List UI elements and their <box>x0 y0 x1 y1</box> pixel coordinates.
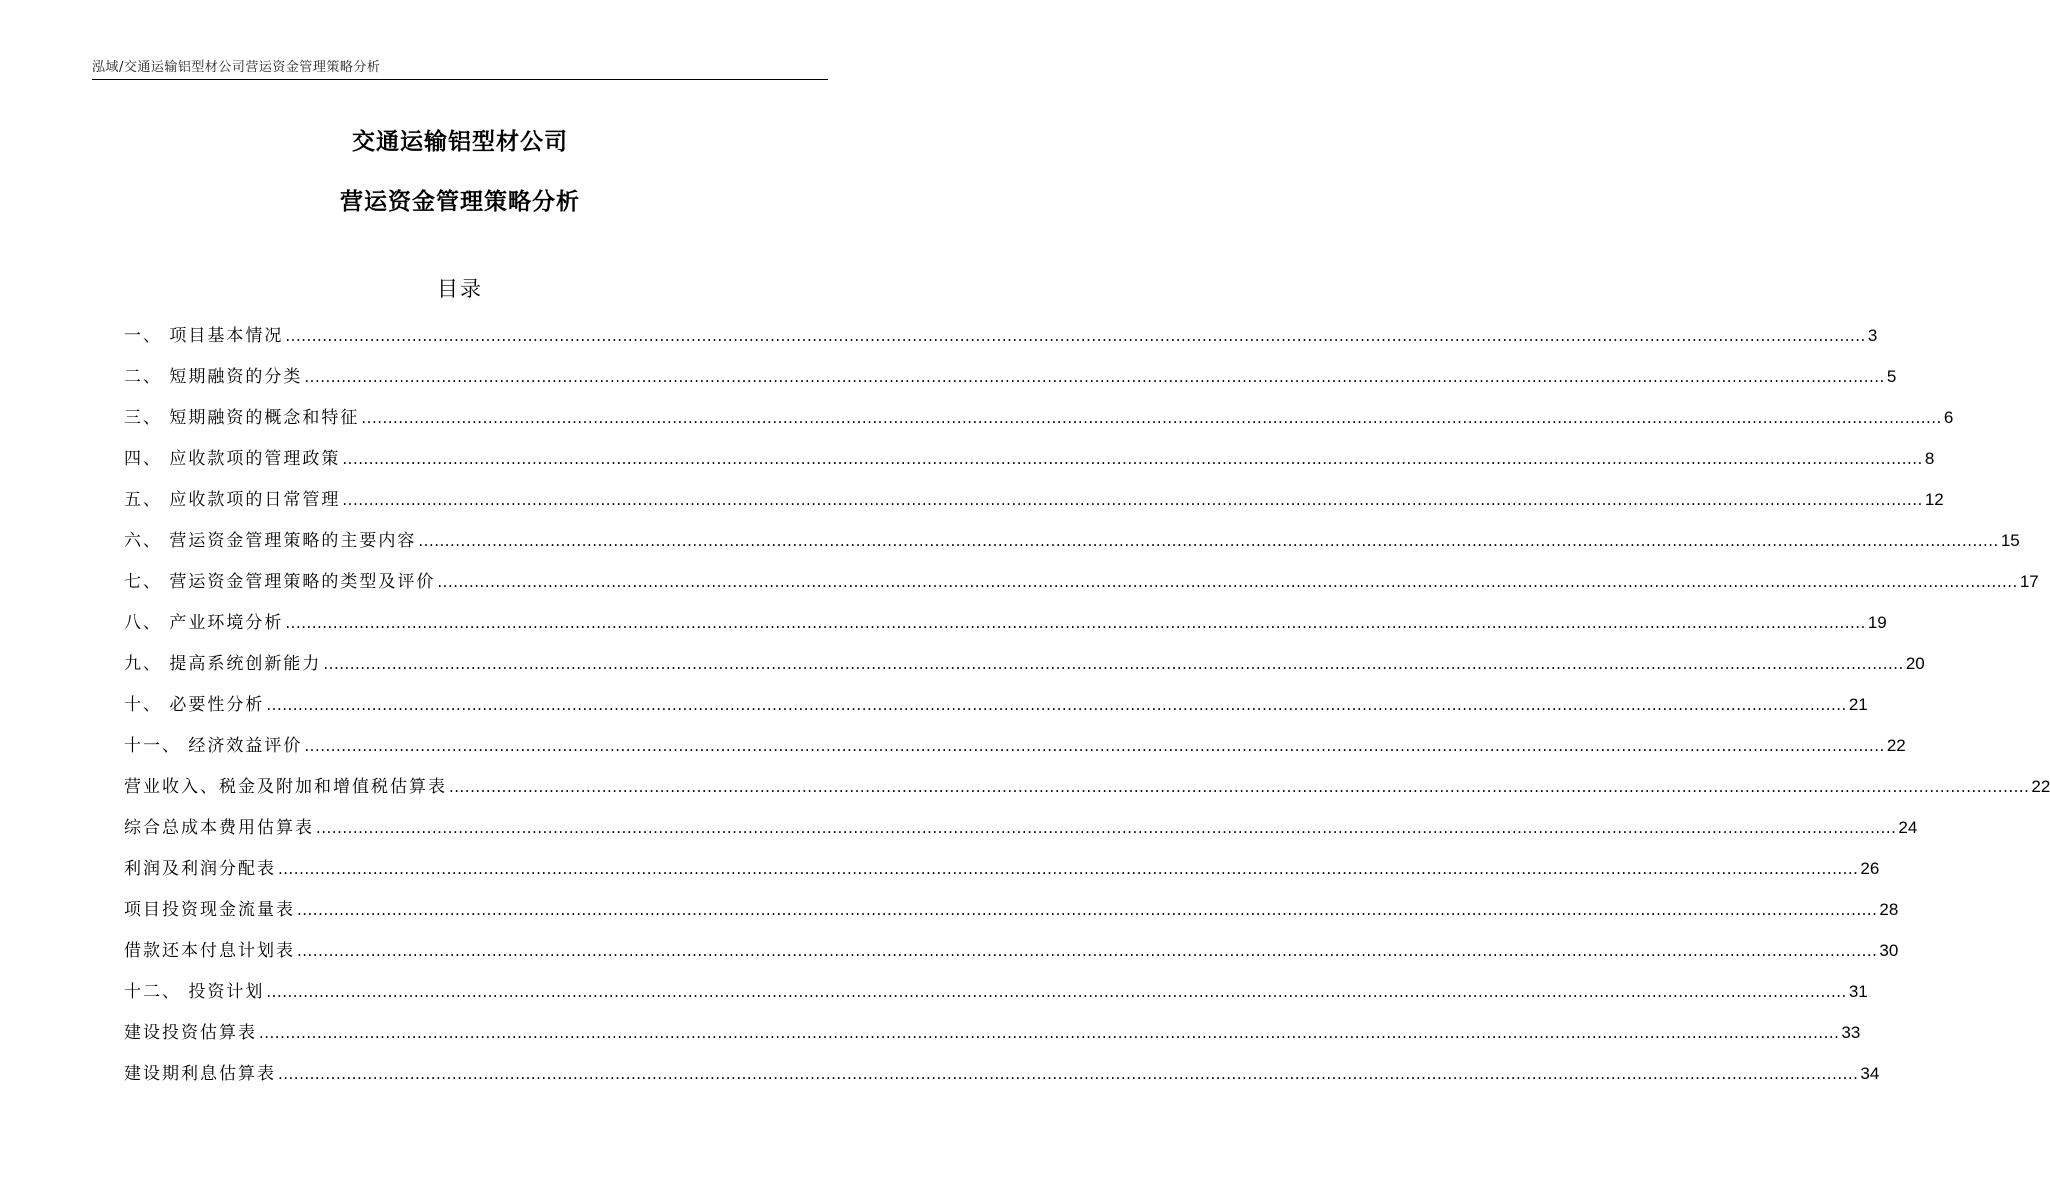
toc-entry-label: 利润及利润分配表 <box>124 859 276 879</box>
toc-entry-page: 20 <box>1905 654 1925 673</box>
toc-entry-page: 30 <box>1879 941 1899 960</box>
toc-entry[interactable] <box>124 854 1880 895</box>
toc-entry[interactable] <box>124 731 1906 772</box>
toc-entry-page: 15 <box>2000 531 2020 550</box>
toc-leader-dots: ............................................................................................................................................................................................................................................................................................................ <box>266 983 1847 1001</box>
toc-leader-dots: ............................................................................................................................................................................................................................................................................................................ <box>304 368 1885 386</box>
toc-entry-label: 四、 应收款项的管理政策 <box>124 449 341 469</box>
toc-leader-dots: ............................................................................................................................................................................................................................................................................................................ <box>361 409 1942 427</box>
toc-entry-label: 项目投资现金流量表 <box>124 900 295 920</box>
toc-entry-label: 二、 短期融资的分类 <box>124 367 303 387</box>
toc-entry-label: 一、 项目基本情况 <box>124 326 284 346</box>
toc-entry-label: 十二、 投资计划 <box>124 982 265 1002</box>
toc-leader-dots: ............................................................................................................................................................................................................................................................................................................ <box>278 1065 1859 1083</box>
toc-entry[interactable] <box>124 444 1935 485</box>
toc-entry[interactable] <box>124 485 1944 526</box>
toc-heading: 目录 <box>437 277 483 301</box>
toc-entry-page: 21 <box>1848 695 1868 714</box>
toc-leader-dots: ............................................................................................................................................................................................................................................................................................................ <box>323 655 1904 673</box>
toc-entry-label: 借款还本付息计划表 <box>124 941 295 961</box>
toc-entry[interactable] <box>124 690 1868 731</box>
toc-leader-dots: ............................................................................................................................................................................................................................................................................................................ <box>304 737 1885 755</box>
toc-entry[interactable] <box>124 936 1899 977</box>
toc-entry-page: 3 <box>1867 326 1878 345</box>
toc-entry[interactable] <box>124 567 2039 608</box>
toc-entry-page: 12 <box>1924 490 1944 509</box>
toc-entry[interactable] <box>124 649 1925 690</box>
toc-entry-label: 综合总成本费用估算表 <box>124 818 314 838</box>
toc-entry-page: 22 <box>2031 777 2050 796</box>
toc-leader-dots: ............................................................................................................................................................................................................................................................................................................ <box>418 532 1999 550</box>
table-of-contents <box>124 321 2050 1100</box>
toc-entry-label: 三、 短期融资的概念和特征 <box>124 408 360 428</box>
toc-entry-label: 建设期利息估算表 <box>124 1064 276 1084</box>
toc-leader-dots: ............................................................................................................................................................................................................................................................................................................ <box>285 327 1866 345</box>
toc-entry[interactable] <box>124 813 1918 854</box>
toc-leader-dots: ............................................................................................................................................................................................................................................................................................................ <box>342 491 1923 509</box>
toc-entry-label: 五、 应收款项的日常管理 <box>124 490 341 510</box>
toc-entry-page: 26 <box>1860 859 1880 878</box>
toc-entry-page: 17 <box>2019 572 2039 591</box>
toc-entry-label: 六、 营运资金管理策略的主要内容 <box>124 531 417 551</box>
toc-leader-dots: ............................................................................................................................................................................................................................................................................................................ <box>285 614 1866 632</box>
toc-leader-dots: ............................................................................................................................................................................................................................................................................................................ <box>297 942 1878 960</box>
toc-entry[interactable] <box>124 895 1899 936</box>
toc-entry[interactable] <box>124 362 1897 403</box>
document-title-line-2: 营运资金管理策略分析 <box>340 189 580 215</box>
toc-entry-label: 八、 产业环境分析 <box>124 613 284 633</box>
toc-entry[interactable] <box>124 403 1954 444</box>
toc-leader-dots: ............................................................................................................................................................................................................................................................................................................ <box>297 901 1878 919</box>
toc-entry-page: 34 <box>1860 1064 1880 1083</box>
toc-leader-dots: ............................................................................................................................................................................................................................................................................................................ <box>437 573 2018 591</box>
toc-leader-dots: ............................................................................................................................................................................................................................................................................................................ <box>266 696 1847 714</box>
toc-entry-page: 24 <box>1898 818 1918 837</box>
toc-entry[interactable] <box>124 1018 1861 1059</box>
toc-leader-dots: ............................................................................................................................................................................................................................................................................................................ <box>342 450 1923 468</box>
running-header: 泓域/交通运输铝型材公司营运资金管理策略分析 <box>92 60 381 75</box>
toc-entry-page: 33 <box>1841 1023 1861 1042</box>
toc-entry-label: 十一、 经济效益评价 <box>124 736 303 756</box>
toc-entry-label: 建设投资估算表 <box>124 1023 257 1043</box>
toc-entry-page: 22 <box>1886 736 1906 755</box>
toc-leader-dots: ............................................................................................................................................................................................................................................................................................................ <box>278 860 1859 878</box>
header-divider <box>92 79 828 80</box>
toc-entry-label: 十、 必要性分析 <box>124 695 265 715</box>
toc-entry-page: 28 <box>1879 900 1899 919</box>
toc-entry-page: 8 <box>1924 449 1935 468</box>
document-title-line-1: 交通运输铝型材公司 <box>352 129 568 155</box>
toc-leader-dots: ............................................................................................................................................................................................................................................................................................................ <box>259 1024 1840 1042</box>
toc-entry-label: 九、 提高系统创新能力 <box>124 654 322 674</box>
toc-leader-dots: ............................................................................................................................................................................................................................................................................................................ <box>449 778 2030 796</box>
toc-leader-dots: ............................................................................................................................................................................................................................................................................................................ <box>316 819 1897 837</box>
toc-entry-page: 19 <box>1867 613 1887 632</box>
toc-entry[interactable] <box>124 772 2050 813</box>
toc-entry[interactable] <box>124 321 1878 362</box>
toc-entry-page: 6 <box>1943 408 1954 427</box>
toc-entry-label: 七、 营运资金管理策略的类型及评价 <box>124 572 436 592</box>
toc-entry[interactable] <box>124 608 1887 649</box>
toc-entry-page: 31 <box>1848 982 1868 1001</box>
toc-entry-label: 营业收入、税金及附加和增值税估算表 <box>124 777 447 797</box>
toc-entry[interactable] <box>124 526 2020 567</box>
toc-entry[interactable] <box>124 1059 1880 1100</box>
toc-entry-page: 5 <box>1886 367 1897 386</box>
toc-entry[interactable] <box>124 977 1868 1018</box>
